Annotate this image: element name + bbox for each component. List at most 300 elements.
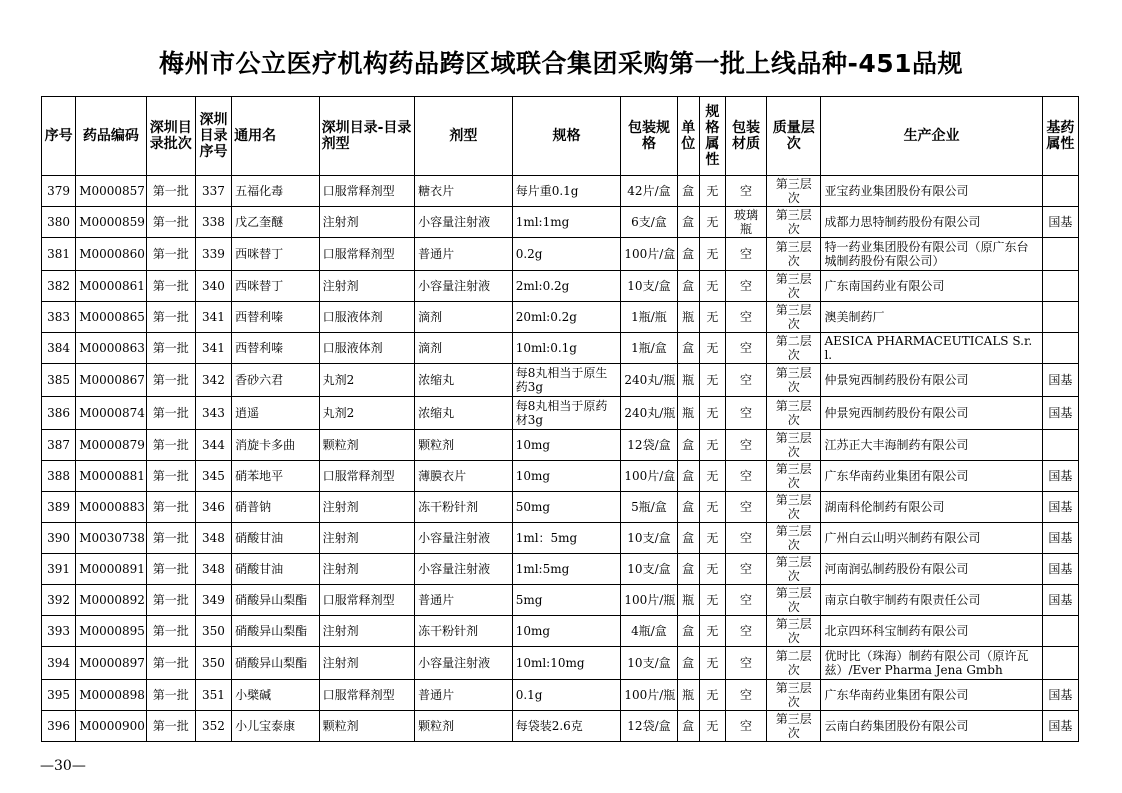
catalog-dosage-form-cell: 颗粒剂 xyxy=(319,711,415,742)
row-number-cell: 385 xyxy=(42,364,76,397)
package-spec-cell: 240丸/瓶 xyxy=(621,397,677,430)
catalog-index-cell: 341 xyxy=(195,302,231,333)
catalog-dosage-form-cell: 丸剂2 xyxy=(319,397,415,430)
table-body xyxy=(42,176,1079,742)
catalog-index-cell: 341 xyxy=(195,333,231,364)
specification-cell: 1ml：5mg xyxy=(512,523,621,554)
header-cell: 包装规格 xyxy=(621,97,677,176)
spec-attribute-cell: 无 xyxy=(699,680,725,711)
quality-tier-cell: 第三层次 xyxy=(767,523,821,554)
manufacturer-cell: 广东华南药业集团有限公司 xyxy=(821,461,1042,492)
specification-cell: 10mg xyxy=(512,430,621,461)
spec-attribute-cell: 无 xyxy=(699,207,725,238)
unit-cell: 盒 xyxy=(677,616,699,647)
package-spec-cell: 6支/盒 xyxy=(621,207,677,238)
drug-code-cell: M0000860 xyxy=(76,238,146,271)
drug-code-cell: M0000857 xyxy=(76,176,146,207)
header-cell: 基药属性 xyxy=(1042,97,1078,176)
spec-attribute-cell: 无 xyxy=(699,397,725,430)
catalog-index-cell: 352 xyxy=(195,711,231,742)
quality-tier-cell: 第三层次 xyxy=(767,238,821,271)
generic-name-cell: 香砂六君 xyxy=(232,364,320,397)
catalog-dosage-form-cell: 注射剂 xyxy=(319,271,415,302)
package-material-cell: 玻璃瓶 xyxy=(725,207,766,238)
catalog-batch-cell: 第一批 xyxy=(146,711,195,742)
manufacturer-cell: 亚宝药业集团股份有限公司 xyxy=(821,176,1042,207)
catalog-dosage-form-cell: 注射剂 xyxy=(319,207,415,238)
manufacturer-cell: 南京白敬宇制药有限责任公司 xyxy=(821,585,1042,616)
essential-drug-attribute-cell xyxy=(1042,302,1078,333)
quality-tier-cell: 第三层次 xyxy=(767,207,821,238)
generic-name-cell: 消旋卡多曲 xyxy=(232,430,320,461)
catalog-index-cell: 350 xyxy=(195,616,231,647)
catalog-index-cell: 342 xyxy=(195,364,231,397)
catalog-index-cell: 339 xyxy=(195,238,231,271)
dosage-form-cell: 滴剂 xyxy=(415,333,513,364)
generic-name-cell: 西咪替丁 xyxy=(232,271,320,302)
package-material-cell: 空 xyxy=(725,616,766,647)
package-material-cell: 空 xyxy=(725,647,766,680)
page-title: 梅州市公立医疗机构药品跨区域联合集团采购第一批上线品种-451品规 xyxy=(158,49,964,78)
drug-code-cell: M0000891 xyxy=(76,554,146,585)
table-row xyxy=(42,271,1079,302)
drug-code-cell: M0000883 xyxy=(76,492,146,523)
table-row xyxy=(42,616,1079,647)
specification-cell: 10ml:0.1g xyxy=(512,333,621,364)
unit-cell: 盒 xyxy=(677,461,699,492)
specification-cell: 10ml:10mg xyxy=(512,647,621,680)
essential-drug-attribute-cell xyxy=(1042,616,1078,647)
unit-cell: 盒 xyxy=(677,271,699,302)
package-material-cell: 空 xyxy=(725,711,766,742)
header-cell: 序号 xyxy=(42,97,76,176)
row-number-cell: 389 xyxy=(42,492,76,523)
dosage-form-cell: 普通片 xyxy=(415,585,513,616)
catalog-batch-cell: 第一批 xyxy=(146,616,195,647)
specification-cell: 10mg xyxy=(512,616,621,647)
catalog-batch-cell: 第一批 xyxy=(146,397,195,430)
package-spec-cell: 5瓶/盒 xyxy=(621,492,677,523)
generic-name-cell: 五福化毒 xyxy=(232,176,320,207)
specification-cell: 0.2g xyxy=(512,238,621,271)
specification-cell: 50mg xyxy=(512,492,621,523)
manufacturer-cell: 云南白药集团股份有限公司 xyxy=(821,711,1042,742)
unit-cell: 盒 xyxy=(677,207,699,238)
package-spec-cell: 4瓶/盒 xyxy=(621,616,677,647)
spec-attribute-cell: 无 xyxy=(699,585,725,616)
essential-drug-attribute-cell: 国基 xyxy=(1042,364,1078,397)
dosage-form-cell: 滴剂 xyxy=(415,302,513,333)
row-number-cell: 379 xyxy=(42,176,76,207)
row-number-cell: 383 xyxy=(42,302,76,333)
package-material-cell: 空 xyxy=(725,302,766,333)
generic-name-cell: 硝苯地平 xyxy=(232,461,320,492)
header-cell: 剂型 xyxy=(415,97,513,176)
essential-drug-attribute-cell: 国基 xyxy=(1042,680,1078,711)
catalog-index-cell: 351 xyxy=(195,680,231,711)
package-material-cell: 空 xyxy=(725,397,766,430)
catalog-dosage-form-cell: 注射剂 xyxy=(319,492,415,523)
catalog-batch-cell: 第一批 xyxy=(146,176,195,207)
essential-drug-attribute-cell: 国基 xyxy=(1042,585,1078,616)
row-number-cell: 381 xyxy=(42,238,76,271)
catalog-batch-cell: 第一批 xyxy=(146,585,195,616)
manufacturer-cell: 湖南科伦制药有限公司 xyxy=(821,492,1042,523)
table-row xyxy=(42,207,1079,238)
quality-tier-cell: 第三层次 xyxy=(767,616,821,647)
catalog-index-cell: 348 xyxy=(195,554,231,585)
essential-drug-attribute-cell: 国基 xyxy=(1042,523,1078,554)
catalog-batch-cell: 第一批 xyxy=(146,271,195,302)
unit-cell: 盒 xyxy=(677,333,699,364)
row-number-cell: 394 xyxy=(42,647,76,680)
catalog-batch-cell: 第一批 xyxy=(146,492,195,523)
package-material-cell: 空 xyxy=(725,430,766,461)
row-number-cell: 390 xyxy=(42,523,76,554)
unit-cell: 盒 xyxy=(677,554,699,585)
row-number-cell: 382 xyxy=(42,271,76,302)
header-cell: 规格 xyxy=(512,97,621,176)
row-number-cell: 391 xyxy=(42,554,76,585)
unit-cell: 瓶 xyxy=(677,302,699,333)
quality-tier-cell: 第三层次 xyxy=(767,364,821,397)
catalog-index-cell: 340 xyxy=(195,271,231,302)
catalog-batch-cell: 第一批 xyxy=(146,207,195,238)
table-row xyxy=(42,711,1079,742)
header-cell: 深圳目录序号 xyxy=(195,97,231,176)
spec-attribute-cell: 无 xyxy=(699,711,725,742)
quality-tier-cell: 第二层次 xyxy=(767,647,821,680)
unit-cell: 瓶 xyxy=(677,680,699,711)
spec-attribute-cell: 无 xyxy=(699,616,725,647)
row-number-cell: 386 xyxy=(42,397,76,430)
spec-attribute-cell: 无 xyxy=(699,523,725,554)
package-spec-cell: 42片/盒 xyxy=(621,176,677,207)
catalog-index-cell: 344 xyxy=(195,430,231,461)
package-spec-cell: 1瓶/盒 xyxy=(621,333,677,364)
specification-cell: 2ml:0.2g xyxy=(512,271,621,302)
essential-drug-attribute-cell: 国基 xyxy=(1042,711,1078,742)
quality-tier-cell: 第三层次 xyxy=(767,430,821,461)
table-row xyxy=(42,430,1079,461)
manufacturer-cell: 特一药业集团股份有限公司（原广东台城制药股份有限公司） xyxy=(821,238,1042,271)
row-number-cell: 396 xyxy=(42,711,76,742)
essential-drug-attribute-cell xyxy=(1042,238,1078,271)
quality-tier-cell: 第三层次 xyxy=(767,461,821,492)
table-row xyxy=(42,238,1079,271)
quality-tier-cell: 第三层次 xyxy=(767,271,821,302)
package-material-cell: 空 xyxy=(725,680,766,711)
package-spec-cell: 12袋/盒 xyxy=(621,430,677,461)
package-material-cell: 空 xyxy=(725,364,766,397)
catalog-dosage-form-cell: 颗粒剂 xyxy=(319,430,415,461)
quality-tier-cell: 第三层次 xyxy=(767,302,821,333)
generic-name-cell: 西替利嗪 xyxy=(232,302,320,333)
table-row xyxy=(42,585,1079,616)
specification-cell: 每8丸相当于原生药3g xyxy=(512,364,621,397)
package-spec-cell: 10支/盒 xyxy=(621,647,677,680)
spec-attribute-cell: 无 xyxy=(699,302,725,333)
catalog-dosage-form-cell: 口服液体剂 xyxy=(319,333,415,364)
specification-cell: 20ml:0.2g xyxy=(512,302,621,333)
generic-name-cell: 硝酸异山梨酯 xyxy=(232,647,320,680)
quality-tier-cell: 第三层次 xyxy=(767,176,821,207)
catalog-index-cell: 345 xyxy=(195,461,231,492)
drug-code-cell: M0000895 xyxy=(76,616,146,647)
unit-cell: 盒 xyxy=(677,492,699,523)
row-number-cell: 392 xyxy=(42,585,76,616)
manufacturer-cell: 北京四环科宝制药有限公司 xyxy=(821,616,1042,647)
unit-cell: 瓶 xyxy=(677,585,699,616)
drug-code-cell: M0000874 xyxy=(76,397,146,430)
drug-list-table xyxy=(41,96,1079,742)
unit-cell: 盒 xyxy=(677,430,699,461)
package-spec-cell: 1瓶/瓶 xyxy=(621,302,677,333)
catalog-dosage-form-cell: 注射剂 xyxy=(319,523,415,554)
essential-drug-attribute-cell xyxy=(1042,333,1078,364)
row-number-cell: 393 xyxy=(42,616,76,647)
quality-tier-cell: 第三层次 xyxy=(767,680,821,711)
manufacturer-cell: 江苏正大丰海制药有限公司 xyxy=(821,430,1042,461)
drug-code-cell: M0000898 xyxy=(76,680,146,711)
header-cell: 包装材质 xyxy=(725,97,766,176)
catalog-dosage-form-cell: 丸剂2 xyxy=(319,364,415,397)
drug-code-cell: M0000881 xyxy=(76,461,146,492)
catalog-batch-cell: 第一批 xyxy=(146,680,195,711)
package-material-cell: 空 xyxy=(725,176,766,207)
manufacturer-cell: 广州白云山明兴制药有限公司 xyxy=(821,523,1042,554)
generic-name-cell: 硝酸甘油 xyxy=(232,554,320,585)
essential-drug-attribute-cell xyxy=(1042,271,1078,302)
dosage-form-cell: 小容量注射液 xyxy=(415,523,513,554)
table-row xyxy=(42,333,1079,364)
drug-code-cell: M0030738 xyxy=(76,523,146,554)
drug-code-cell: M0000865 xyxy=(76,302,146,333)
specification-cell: 5mg xyxy=(512,585,621,616)
table-row xyxy=(42,492,1079,523)
catalog-dosage-form-cell: 口服常释剂型 xyxy=(319,585,415,616)
specification-cell: 每8丸相当于原药材3g xyxy=(512,397,621,430)
dosage-form-cell: 普通片 xyxy=(415,680,513,711)
catalog-index-cell: 348 xyxy=(195,523,231,554)
package-spec-cell: 100片/盒 xyxy=(621,461,677,492)
dosage-form-cell: 小容量注射液 xyxy=(415,647,513,680)
table-row xyxy=(42,302,1079,333)
manufacturer-cell: AESICA PHARMACEUTICALS S.r.l. xyxy=(821,333,1042,364)
page-number: —30— xyxy=(40,758,86,774)
table-row xyxy=(42,461,1079,492)
essential-drug-attribute-cell: 国基 xyxy=(1042,461,1078,492)
package-material-cell: 空 xyxy=(725,585,766,616)
catalog-index-cell: 337 xyxy=(195,176,231,207)
table-row xyxy=(42,680,1079,711)
catalog-dosage-form-cell: 口服液体剂 xyxy=(319,302,415,333)
catalog-index-cell: 349 xyxy=(195,585,231,616)
unit-cell: 瓶 xyxy=(677,364,699,397)
catalog-batch-cell: 第一批 xyxy=(146,461,195,492)
package-spec-cell: 100片/盒 xyxy=(621,238,677,271)
specification-cell: 10mg xyxy=(512,461,621,492)
unit-cell: 盒 xyxy=(677,647,699,680)
manufacturer-cell: 优时比（珠海）制药有限公司（原许瓦兹）/Ever Pharma Jena Gmbh xyxy=(821,647,1042,680)
drug-code-cell: M0000897 xyxy=(76,647,146,680)
generic-name-cell: 硝酸甘油 xyxy=(232,523,320,554)
drug-code-cell: M0000861 xyxy=(76,271,146,302)
catalog-batch-cell: 第一批 xyxy=(146,430,195,461)
package-material-cell: 空 xyxy=(725,523,766,554)
dosage-form-cell: 小容量注射液 xyxy=(415,207,513,238)
spec-attribute-cell: 无 xyxy=(699,461,725,492)
drug-code-cell: M0000900 xyxy=(76,711,146,742)
dosage-form-cell: 颗粒剂 xyxy=(415,430,513,461)
drug-code-cell: M0000867 xyxy=(76,364,146,397)
row-number-cell: 395 xyxy=(42,680,76,711)
package-material-cell: 空 xyxy=(725,492,766,523)
catalog-dosage-form-cell: 口服常释剂型 xyxy=(319,680,415,711)
generic-name-cell: 逍遥 xyxy=(232,397,320,430)
dosage-form-cell: 冻干粉针剂 xyxy=(415,616,513,647)
spec-attribute-cell: 无 xyxy=(699,176,725,207)
table-row xyxy=(42,397,1079,430)
catalog-index-cell: 338 xyxy=(195,207,231,238)
spec-attribute-cell: 无 xyxy=(699,271,725,302)
catalog-batch-cell: 第一批 xyxy=(146,523,195,554)
manufacturer-cell: 仲景宛西制药股份有限公司 xyxy=(821,397,1042,430)
dosage-form-cell: 浓缩丸 xyxy=(415,397,513,430)
header-cell: 深圳目录-目录剂型 xyxy=(319,97,415,176)
generic-name-cell: 戊乙奎醚 xyxy=(232,207,320,238)
table-row xyxy=(42,176,1079,207)
package-spec-cell: 100片/瓶 xyxy=(621,680,677,711)
spec-attribute-cell: 无 xyxy=(699,364,725,397)
catalog-batch-cell: 第一批 xyxy=(146,647,195,680)
essential-drug-attribute-cell: 国基 xyxy=(1042,492,1078,523)
catalog-batch-cell: 第一批 xyxy=(146,364,195,397)
header-cell: 生产企业 xyxy=(821,97,1042,176)
row-number-cell: 387 xyxy=(42,430,76,461)
row-number-cell: 380 xyxy=(42,207,76,238)
dosage-form-cell: 薄膜衣片 xyxy=(415,461,513,492)
unit-cell: 瓶 xyxy=(677,397,699,430)
catalog-batch-cell: 第一批 xyxy=(146,238,195,271)
generic-name-cell: 硝酸异山梨酯 xyxy=(232,585,320,616)
dosage-form-cell: 糖衣片 xyxy=(415,176,513,207)
table-header-row xyxy=(42,97,1079,176)
table-row xyxy=(42,364,1079,397)
catalog-index-cell: 346 xyxy=(195,492,231,523)
essential-drug-attribute-cell xyxy=(1042,430,1078,461)
essential-drug-attribute-cell: 国基 xyxy=(1042,554,1078,585)
essential-drug-attribute-cell: 国基 xyxy=(1042,207,1078,238)
drug-code-cell: M0000859 xyxy=(76,207,146,238)
catalog-dosage-form-cell: 口服常释剂型 xyxy=(319,176,415,207)
quality-tier-cell: 第三层次 xyxy=(767,492,821,523)
catalog-batch-cell: 第一批 xyxy=(146,333,195,364)
specification-cell: 每袋装2.6克 xyxy=(512,711,621,742)
specification-cell: 0.1g xyxy=(512,680,621,711)
dosage-form-cell: 颗粒剂 xyxy=(415,711,513,742)
unit-cell: 盒 xyxy=(677,523,699,554)
generic-name-cell: 西咪替丁 xyxy=(232,238,320,271)
dosage-form-cell: 浓缩丸 xyxy=(415,364,513,397)
manufacturer-cell: 澳美制药厂 xyxy=(821,302,1042,333)
package-spec-cell: 10支/盒 xyxy=(621,271,677,302)
package-spec-cell: 240丸/瓶 xyxy=(621,364,677,397)
specification-cell: 每片重0.1g xyxy=(512,176,621,207)
package-material-cell: 空 xyxy=(725,271,766,302)
quality-tier-cell: 第三层次 xyxy=(767,397,821,430)
manufacturer-cell: 河南润弘制药股份有限公司 xyxy=(821,554,1042,585)
specification-cell: 1ml:1mg xyxy=(512,207,621,238)
generic-name-cell: 硝普钠 xyxy=(232,492,320,523)
catalog-dosage-form-cell: 注射剂 xyxy=(319,616,415,647)
package-spec-cell: 100片/瓶 xyxy=(621,585,677,616)
catalog-index-cell: 350 xyxy=(195,647,231,680)
dosage-form-cell: 普通片 xyxy=(415,238,513,271)
essential-drug-attribute-cell xyxy=(1042,176,1078,207)
table-row xyxy=(42,523,1079,554)
drug-code-cell: M0000892 xyxy=(76,585,146,616)
unit-cell: 盒 xyxy=(677,711,699,742)
specification-cell: 1ml:5mg xyxy=(512,554,621,585)
row-number-cell: 388 xyxy=(42,461,76,492)
spec-attribute-cell: 无 xyxy=(699,647,725,680)
header-cell: 规格属性 xyxy=(699,97,725,176)
spec-attribute-cell: 无 xyxy=(699,492,725,523)
quality-tier-cell: 第三层次 xyxy=(767,585,821,616)
package-material-cell: 空 xyxy=(725,554,766,585)
unit-cell: 盒 xyxy=(677,238,699,271)
package-spec-cell: 10支/盒 xyxy=(621,523,677,554)
package-spec-cell: 10支/盒 xyxy=(621,554,677,585)
drug-code-cell: M0000863 xyxy=(76,333,146,364)
quality-tier-cell: 第二层次 xyxy=(767,333,821,364)
catalog-dosage-form-cell: 注射剂 xyxy=(319,647,415,680)
header-cell: 深圳目录批次 xyxy=(146,97,195,176)
catalog-batch-cell: 第一批 xyxy=(146,302,195,333)
generic-name-cell: 小檗碱 xyxy=(232,680,320,711)
manufacturer-cell: 仲景宛西制药股份有限公司 xyxy=(821,364,1042,397)
header-cell: 通用名 xyxy=(232,97,320,176)
unit-cell: 盒 xyxy=(677,176,699,207)
essential-drug-attribute-cell: 国基 xyxy=(1042,397,1078,430)
essential-drug-attribute-cell xyxy=(1042,647,1078,680)
package-spec-cell: 12袋/盒 xyxy=(621,711,677,742)
package-material-cell: 空 xyxy=(725,238,766,271)
manufacturer-cell: 成都力思特制药股份有限公司 xyxy=(821,207,1042,238)
generic-name-cell: 西替利嗪 xyxy=(232,333,320,364)
spec-attribute-cell: 无 xyxy=(699,554,725,585)
generic-name-cell: 小儿宝泰康 xyxy=(232,711,320,742)
dosage-form-cell: 小容量注射液 xyxy=(415,554,513,585)
table-row xyxy=(42,647,1079,680)
manufacturer-cell: 广东华南药业集团有限公司 xyxy=(821,680,1042,711)
catalog-dosage-form-cell: 注射剂 xyxy=(319,554,415,585)
quality-tier-cell: 第三层次 xyxy=(767,554,821,585)
dosage-form-cell: 小容量注射液 xyxy=(415,271,513,302)
catalog-batch-cell: 第一批 xyxy=(146,554,195,585)
generic-name-cell: 硝酸异山梨酯 xyxy=(232,616,320,647)
spec-attribute-cell: 无 xyxy=(699,238,725,271)
table-row xyxy=(42,554,1079,585)
dosage-form-cell: 冻干粉针剂 xyxy=(415,492,513,523)
header-cell: 药品编码 xyxy=(76,97,146,176)
header-cell: 质量层次 xyxy=(767,97,821,176)
catalog-index-cell: 343 xyxy=(195,397,231,430)
manufacturer-cell: 广东南国药业有限公司 xyxy=(821,271,1042,302)
package-material-cell: 空 xyxy=(725,333,766,364)
row-number-cell: 384 xyxy=(42,333,76,364)
